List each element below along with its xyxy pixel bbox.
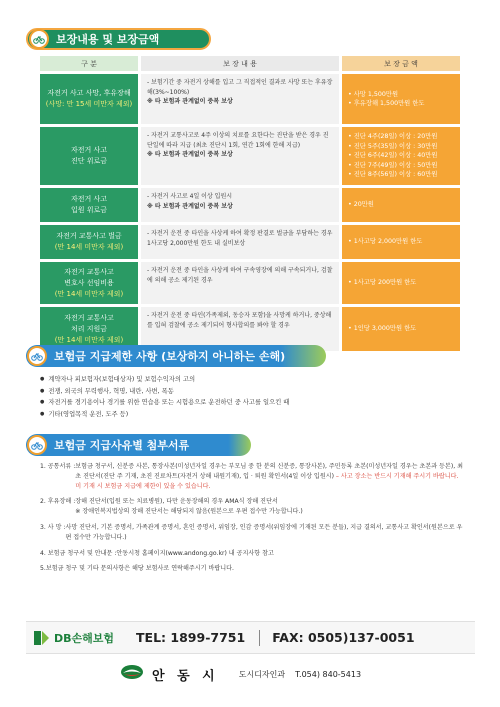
row-category-name: 자전거 사고 [70,195,108,203]
row-amount-line: • 진단 5주(35일) 이상 : 30만원 [348,142,438,150]
city-info [120,664,361,684]
row-category-name: 자전거 사고 사망, 후유장해 [47,89,131,97]
row-category [40,74,138,124]
row-category [40,127,138,185]
doc-text: 장해 진단서(입원 또는 치료병원), 다만 운동장해의 경우 AMA식 장해 진단서 [75,498,278,506]
list-item [40,523,465,543]
doc-warning: – 사고 장소는 반드시 기재해 주시기 바랍니다. 미 기재 시 보험금 지급에 제한이 있을 수 있습니다. [75,472,459,490]
list-item: ● 기타(영업목적 운전, 도주 등) [40,409,470,421]
company-name: DB손해보험 [54,631,115,645]
doc-text: 사망 진단서, 기본 증명서, 가족관계 증명서, 혼인 증명서, 위임장, 인감 증명서(위임장에 기재된 모든 분들), 지급 결의서, 교통사고 확인서(원본으로 우편 접수만 가능합니다.) [65,523,463,541]
db-logo-icon [32,629,52,647]
table-row [40,127,460,185]
divider [259,630,260,646]
docs-section-header [26,434,251,456]
row-amount [342,188,460,222]
row-amount [342,307,460,351]
row-amount-line: • 20만원 [348,201,374,209]
row-content [141,225,339,259]
row-category-name: 자전거 사고 [70,146,108,154]
row-amount-line: • 1사고당 2,000만원 한도 [348,238,423,246]
header-amount: 보 장 금 액 [342,56,460,71]
row-content [141,188,339,222]
row-amount [342,262,460,304]
doc-label: 4. 보험금 청구서 및 안내문 : [40,549,117,557]
row-category-name-2: 변호사 선임비용 [64,278,114,287]
doc-label: 3. 사 망 : [40,523,66,531]
row-content-note: ※ 타 보험과 관계없이 중복 보상 [147,151,233,158]
coverage-section-title: 보장내용 및 보장금액 [56,33,160,46]
table-row [40,225,460,259]
doc-text: 보험금 청구 및 기타 문의사항은 해당 보험사로 연락해주시기 바랍니다. [45,565,234,573]
row-category-sub: (만 14세 미만자 제외) [54,335,124,344]
limit-section-title: 보험금 지급제한 사항 (보상하지 아니하는 손해) [54,350,286,363]
row-content-text: - 자전거 교통사고로 4주 이상의 치료를 요한다는 진단을 받은 경우 진단일에 따라 지급 (최초 진단시 1회, 연간 1회에 한해 지급) [147,132,329,149]
limit-section-header [26,345,326,367]
row-content [141,127,339,185]
table-row [40,74,460,124]
list-item: ● 전쟁, 외국의 무력행사, 혁명, 내란, 사변, 폭동 [40,386,470,398]
list-item [40,497,465,517]
coverage-table-header [40,56,460,71]
list-item: ● 자전거를 경기용이나 경기를 위한 연습용 또는 시험용으로 운전하던 중 사고를 일으킨 때 [40,397,470,409]
docs-list [40,462,465,580]
doc-body [75,497,302,517]
row-category-name: 자전거 교통사고 벌금 [56,232,122,240]
bicycle-icon [27,435,47,455]
row-category-name-2: 입원 위로금 [70,206,108,214]
doc-label: 5. [40,565,46,573]
row-content [141,262,339,304]
row-content [141,74,339,124]
coverage-table [40,56,460,354]
row-category-sub: (사망: 만 15세 미만자 제외) [45,100,133,108]
header-content: 보 장 내 용 [141,56,339,71]
row-content-text: - 자전거 운전 중 타인을 사상케 하여 구속영장에 의해 구속되거나, 검찰에 의해 공소 제기된 경우 [147,267,333,284]
andong-logo-icon [120,664,144,684]
city-name: 안 동 시 [152,668,219,684]
row-amount-line: • 1사고당 200만원 한도 [348,279,417,287]
row-content-note: ※ 타 보험과 관계없이 중복 보상 [147,202,233,210]
contact-bar [26,621,475,654]
row-category-sub: (만 14세 미만자 제외) [54,243,124,251]
row-category [40,225,138,259]
table-row [40,188,460,222]
doc-text: 안동시청 홈페이지(www.andong.go.kr) 내 공지사항 참고 [116,549,274,557]
list-item [40,564,465,574]
header-category: 구 분 [40,56,138,71]
row-category-name: 자전거 교통사고 [64,313,114,322]
row-content-text: - 자전거 운전 중 타인(가족제외, 동승자 포함)을 사망케 하거나, 중상해를 입혀 검찰에 공소 제기되어 형사합의를 봐야 할 경우 [147,312,332,329]
row-amount-line: • 진단 8주(56일) 이상 : 60만원 [348,171,438,179]
row-content-text: - 자전거 운전 중 타인을 사상케 하여 확정 판결로 벌금을 부담하는 경우 1사고당 2,000만원 한도 내 실비보상 [147,230,333,247]
row-amount-line: • 진단 4주(28일) 이상 : 20만원 [348,133,438,141]
limit-list [40,374,470,420]
row-content-text: - 보험기간 중 자전거 상해를 입고 그 직접적인 결과로 사망 또는 후유장해(3%~100%) [147,79,333,96]
row-amount-line: • 후유장해 1,500만원 한도 [348,100,425,107]
row-content-text: - 자전거 사고로 4일 이상 입원시 [147,193,233,200]
row-category-name-2: 처리 지원금 [70,324,108,333]
row-amount-line: • 진단 6주(42일) 이상 : 40만원 [348,152,438,160]
docs-section-title: 보험금 지급사유별 첨부서류 [54,439,190,452]
row-amount [342,225,460,259]
doc-note: ※ 장애인복지법상의 장해 진단서는 해당되지 않음(원본으로 우편 접수만 가능합니다.) [75,508,303,516]
row-category-name-2: 진단 위로금 [70,157,108,165]
row-amount [342,74,460,124]
row-content-note: ※ 타 보험과 관계없이 중복 보상 [147,98,233,105]
tel-number: TEL: 1899-7751 [136,630,246,645]
doc-body [75,462,465,491]
doc-label: 2. 후유장해 : [40,498,76,506]
row-amount-line: • 1인당 3,000만원 한도 [348,325,417,333]
row-amount-line: • 사망 1,500만원 [348,90,399,98]
row-category [40,188,138,222]
coverage-section-header [26,28,211,50]
row-amount-line: • 진단 7주(49일) 이상 : 50만원 [348,161,438,169]
fax-number: FAX: 0505)137-0051 [272,630,415,645]
bicycle-icon [27,346,47,366]
row-category [40,262,138,304]
list-item: ● 계약자나 피보험자(보험대상자) 및 보험수익자의 고의 [40,374,470,386]
bicycle-icon [29,29,49,49]
city-tel: T.054) 840-5413 [295,669,362,679]
row-category-sub: (만 14세 미만자 제외) [54,289,124,298]
doc-label: 1. 공통서류 : [40,463,76,470]
table-row [40,262,460,304]
list-item [40,462,465,491]
row-category-name: 자전거 교통사고 [64,267,114,276]
row-amount [342,127,460,185]
doc-text: 보험금 청구서, 신분증 사본, 통장사본(미성년자일 경우는 부모님 중 한 분의 신분증, 통장사본), 주민등록 초본(미성년자일 경우는 초본과 등본), 최초 진단서(진단 주 기재, 초진 진료차트(자전거 상해 내원기재), 입 · 퇴원 확인서(4일 이상 입원시) [75,463,463,480]
city-dept: 도시디자인과 [238,669,286,679]
list-item [40,549,465,559]
